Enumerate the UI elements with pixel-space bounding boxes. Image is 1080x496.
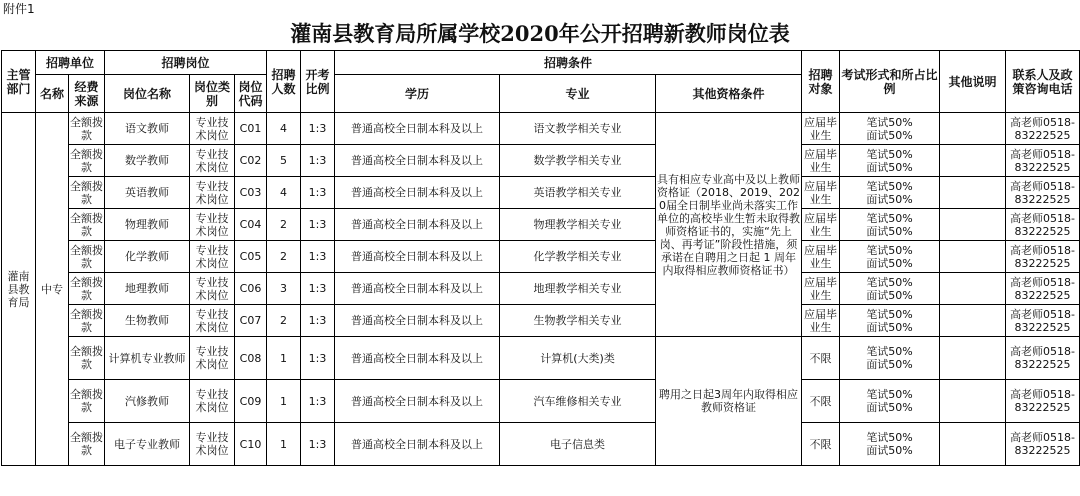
major-cell: 电子信息类: [500, 423, 656, 466]
header-ratio: 开考比例: [301, 51, 335, 113]
table-row: [2, 305, 1080, 337]
contact-cell: 高老师0518-83222525: [1006, 113, 1080, 145]
contact-cell: 高老师0518-83222525: [1006, 177, 1080, 209]
contact-cell: 高老师0518-83222525: [1006, 305, 1080, 337]
header-notes: 其他说明: [940, 51, 1006, 113]
post-type-cell: 专业技术岗位: [190, 145, 235, 177]
education-cell: 普通高校全日制本科及以上: [335, 305, 500, 337]
exam-interview: 面试50%: [866, 358, 913, 371]
count-cell: 1: [267, 423, 301, 466]
exam-written: 笔试50%: [866, 307, 913, 321]
post-code-cell: C05: [235, 241, 267, 273]
table-row: [2, 241, 1080, 273]
education-cell: 普通高校全日制本科及以上: [335, 209, 500, 241]
table-row: [2, 209, 1080, 241]
fund-cell: 全额拨款: [69, 113, 105, 145]
count-cell: 2: [267, 209, 301, 241]
header-education: 学历: [335, 75, 500, 113]
header-post-group: 招聘岗位: [105, 51, 267, 75]
table-row: [2, 145, 1080, 177]
header-unit-name: 名称: [36, 75, 69, 113]
fund-cell: 全额拨款: [69, 423, 105, 466]
header-dept: 主管部门: [2, 51, 36, 113]
header-contact: 联系人及政策咨询电话: [1006, 51, 1080, 113]
major-cell: 计算机(大类)类: [500, 337, 656, 380]
count-cell: 2: [267, 241, 301, 273]
post-code-cell: C09: [235, 380, 267, 423]
header-unit-group: 招聘单位: [36, 51, 105, 75]
target-cell: 应届毕业生: [802, 273, 840, 305]
post-type-cell: 专业技术岗位: [190, 337, 235, 380]
fund-cell: 全额拨款: [69, 337, 105, 380]
exam-interview: 面试50%: [866, 128, 913, 142]
header-post-code: 岗位代码: [235, 75, 267, 113]
post-code-cell: C04: [235, 209, 267, 241]
notes-cell: [940, 113, 1006, 145]
header-count: 招聘人数: [267, 51, 301, 113]
notes-cell: [940, 177, 1006, 209]
major-cell: 英语教学相关专业: [500, 177, 656, 209]
table-row: [2, 423, 1080, 466]
exam-written: 笔试50%: [866, 431, 913, 444]
page-title: 灌南县教育局所属学校2020年公开招聘新教师岗位表: [290, 21, 790, 46]
recruitment-table: [1, 50, 1080, 466]
ratio-cell: 1:3: [301, 337, 335, 380]
other-cond-cell: 具有相应专业高中及以上教师资格证（2018、2019、2020届全日制毕业尚未落实工作单位的高校毕业生暂未取得教师资格证书的，实施“先上岗、再考证”阶段性措施，须承诺在自聘用之日起 1 周年内取得相应教师资格证书）: [656, 113, 802, 337]
target-cell: 应届毕业生: [802, 241, 840, 273]
exam-written: 笔试50%: [866, 147, 913, 161]
count-cell: 4: [267, 177, 301, 209]
table-row: [2, 113, 1080, 145]
education-cell: 普通高校全日制本科及以上: [335, 337, 500, 380]
exam-cell: [840, 113, 940, 145]
unit-name-cell: 中专: [36, 113, 69, 466]
target-cell: 应届毕业生: [802, 305, 840, 337]
ratio-cell: 1:3: [301, 273, 335, 305]
post-name-cell: 数学教师: [105, 145, 190, 177]
target-cell: 应届毕业生: [802, 209, 840, 241]
post-code-cell: C07: [235, 305, 267, 337]
exam-cell: [840, 337, 940, 380]
target-cell: 应届毕业生: [802, 145, 840, 177]
table-row: [2, 273, 1080, 305]
fund-cell: 全额拨款: [69, 145, 105, 177]
other-cond-cell: 聘用之日起3周年内取得相应教师资格证: [656, 337, 802, 466]
ratio-cell: 1:3: [301, 145, 335, 177]
notes-cell: [940, 380, 1006, 423]
fund-cell: 全额拨款: [69, 273, 105, 305]
header-major: 专业: [500, 75, 656, 113]
notes-cell: [940, 209, 1006, 241]
post-type-cell: 专业技术岗位: [190, 241, 235, 273]
exam-written: 笔试50%: [866, 243, 913, 257]
exam-interview: 面试50%: [866, 256, 913, 270]
exam-cell: [840, 177, 940, 209]
table-row: [2, 177, 1080, 209]
header-exam: 考试形式和所占比例: [840, 51, 940, 113]
education-cell: 普通高校全日制本科及以上: [335, 145, 500, 177]
fund-cell: 全额拨款: [69, 380, 105, 423]
count-cell: 3: [267, 273, 301, 305]
contact-cell: 高老师0518-83222525: [1006, 337, 1080, 380]
major-cell: 汽车维修相关专业: [500, 380, 656, 423]
target-cell: 应届毕业生: [802, 177, 840, 209]
exam-written: 笔试50%: [866, 179, 913, 193]
post-code-cell: C10: [235, 423, 267, 466]
ratio-cell: 1:3: [301, 113, 335, 145]
exam-cell: [840, 209, 940, 241]
post-name-cell: 生物教师: [105, 305, 190, 337]
post-name-cell: 汽修教师: [105, 380, 190, 423]
count-cell: 5: [267, 145, 301, 177]
major-cell: 地理教学相关专业: [500, 273, 656, 305]
contact-cell: 高老师0518-83222525: [1006, 145, 1080, 177]
education-cell: 普通高校全日制本科及以上: [335, 113, 500, 145]
exam-cell: [840, 305, 940, 337]
post-name-cell: 语文教师: [105, 113, 190, 145]
post-type-cell: 专业技术岗位: [190, 380, 235, 423]
education-cell: 普通高校全日制本科及以上: [335, 380, 500, 423]
contact-cell: 高老师0518-83222525: [1006, 380, 1080, 423]
exam-interview: 面试50%: [866, 192, 913, 206]
dept-cell: 灌南县教育局: [2, 113, 36, 466]
exam-cell: [840, 145, 940, 177]
notes-cell: [940, 305, 1006, 337]
target-cell: 应届毕业生: [802, 113, 840, 145]
attachment-label: 附件1: [3, 2, 35, 16]
ratio-cell: 1:3: [301, 380, 335, 423]
notes-cell: [940, 337, 1006, 380]
ratio-cell: 1:3: [301, 305, 335, 337]
contact-cell: 高老师0518-83222525: [1006, 273, 1080, 305]
fund-cell: 全额拨款: [69, 177, 105, 209]
count-cell: 1: [267, 380, 301, 423]
target-cell: 不限: [802, 380, 840, 423]
contact-cell: 高老师0518-83222525: [1006, 423, 1080, 466]
header-other-cond: 其他资格条件: [656, 75, 802, 113]
major-cell: 数学教学相关专业: [500, 145, 656, 177]
post-code-cell: C06: [235, 273, 267, 305]
header-post-type: 岗位类别: [190, 75, 235, 113]
notes-cell: [940, 273, 1006, 305]
exam-interview: 面试50%: [866, 224, 913, 238]
post-name-cell: 地理教师: [105, 273, 190, 305]
target-cell: 不限: [802, 337, 840, 380]
post-type-cell: 专业技术岗位: [190, 209, 235, 241]
exam-written: 笔试50%: [866, 275, 913, 289]
education-cell: 普通高校全日制本科及以上: [335, 177, 500, 209]
exam-cell: [840, 241, 940, 273]
exam-written: 笔试50%: [866, 211, 913, 225]
exam-written: 笔试50%: [866, 115, 913, 129]
post-name-cell: 计算机专业教师: [105, 337, 190, 380]
ratio-cell: 1:3: [301, 241, 335, 273]
exam-interview: 面试50%: [866, 444, 913, 457]
table-row: [2, 380, 1080, 423]
contact-cell: 高老师0518-83222525: [1006, 241, 1080, 273]
post-name-cell: 化学教师: [105, 241, 190, 273]
major-cell: 生物教学相关专业: [500, 305, 656, 337]
post-type-cell: 专业技术岗位: [190, 423, 235, 466]
contact-cell: 高老师0518-83222525: [1006, 209, 1080, 241]
notes-cell: [940, 423, 1006, 466]
table-row: [2, 337, 1080, 380]
count-cell: 1: [267, 337, 301, 380]
major-cell: 化学教学相关专业: [500, 241, 656, 273]
target-cell: 不限: [802, 423, 840, 466]
exam-interview: 面试50%: [866, 160, 913, 174]
header-unit-fund: 经费来源: [69, 75, 105, 113]
count-cell: 4: [267, 113, 301, 145]
exam-interview: 面试50%: [866, 401, 913, 414]
fund-cell: 全额拨款: [69, 209, 105, 241]
post-type-cell: 专业技术岗位: [190, 305, 235, 337]
post-type-cell: 专业技术岗位: [190, 177, 235, 209]
education-cell: 普通高校全日制本科及以上: [335, 423, 500, 466]
exam-interview: 面试50%: [866, 320, 913, 334]
exam-written: 笔试50%: [866, 388, 913, 401]
fund-cell: 全额拨款: [69, 305, 105, 337]
ratio-cell: 1:3: [301, 177, 335, 209]
post-type-cell: 专业技术岗位: [190, 113, 235, 145]
fund-cell: 全额拨款: [69, 241, 105, 273]
major-cell: 物理教学相关专业: [500, 209, 656, 241]
exam-cell: [840, 273, 940, 305]
exam-interview: 面试50%: [866, 288, 913, 302]
header-post-name: 岗位名称: [105, 75, 190, 113]
education-cell: 普通高校全日制本科及以上: [335, 241, 500, 273]
header-cond-group: 招聘条件: [335, 51, 802, 75]
post-type-cell: 专业技术岗位: [190, 273, 235, 305]
post-name-cell: 英语教师: [105, 177, 190, 209]
education-cell: 普通高校全日制本科及以上: [335, 273, 500, 305]
post-code-cell: C01: [235, 113, 267, 145]
major-cell: 语文教学相关专业: [500, 113, 656, 145]
ratio-cell: 1:3: [301, 423, 335, 466]
ratio-cell: 1:3: [301, 209, 335, 241]
exam-written: 笔试50%: [866, 345, 913, 358]
post-code-cell: C08: [235, 337, 267, 380]
header-row-1: [2, 51, 1080, 75]
post-name-cell: 物理教师: [105, 209, 190, 241]
exam-cell: [840, 423, 940, 466]
notes-cell: [940, 241, 1006, 273]
header-target: 招聘对象: [802, 51, 840, 113]
post-code-cell: C02: [235, 145, 267, 177]
count-cell: 2: [267, 305, 301, 337]
post-code-cell: C03: [235, 177, 267, 209]
post-name-cell: 电子专业教师: [105, 423, 190, 466]
notes-cell: [940, 145, 1006, 177]
exam-cell: [840, 380, 940, 423]
